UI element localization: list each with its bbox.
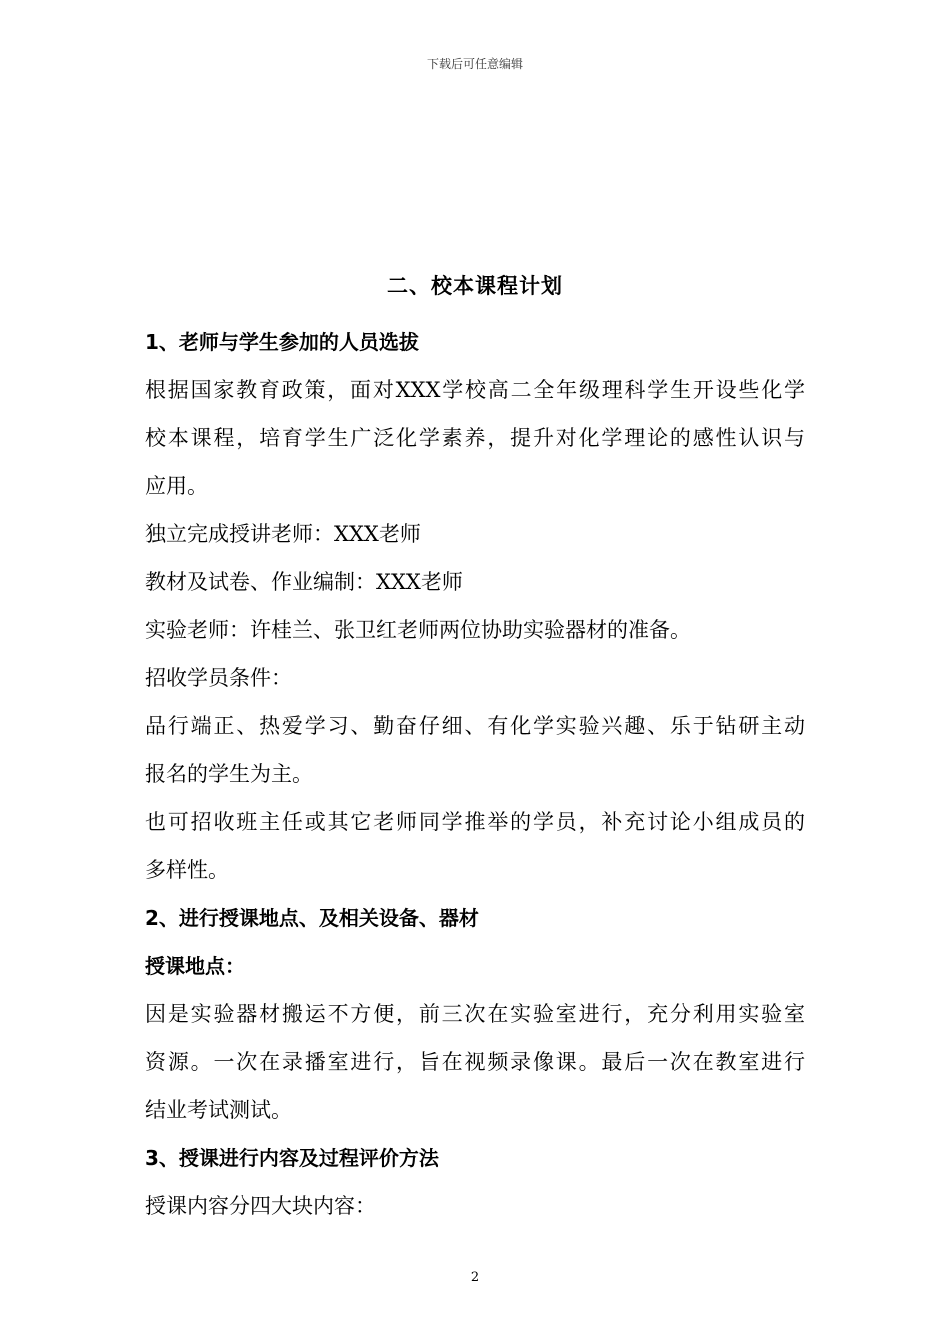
paragraph <box>145 558 805 606</box>
paragraph <box>145 366 805 510</box>
text-line: 校本课程，培育学生广泛化学素养，提升对化学理论的感性认识与 <box>145 426 805 450</box>
paragraph <box>145 1182 805 1230</box>
page-number: 2 <box>470 1270 480 1285</box>
text-line: 独立完成授讲老师：XXX老师 <box>145 522 421 546</box>
text-line: 根据国家教育政策，面对XXX学校高二全年级理科学生开设些化学 <box>145 378 805 402</box>
text-line: 应用。 <box>145 474 208 498</box>
text-line: 品行端正、热爱学习、勤奋仔细、有化学实验兴趣、乐于钻研主动 <box>145 714 805 738</box>
text-line: 授课内容分四大块内容： <box>145 1194 376 1218</box>
paragraph <box>145 702 805 798</box>
text-line: 实验老师：许桂兰、张卫红老师两位协助实验器材的准备。 <box>145 618 691 642</box>
section-heading-1: 1、老师与学生参加的人员选拔 <box>145 330 419 354</box>
section-heading-2: 2、进行授课地点、及相关设备、器材 <box>145 906 479 930</box>
text-line: 资源。一次在录播室进行，旨在视频录像课。最后一次在教室进行 <box>145 1050 805 1074</box>
paragraph <box>145 798 805 894</box>
paragraph <box>145 510 805 558</box>
paragraph <box>145 654 805 702</box>
text-line: 也可招收班主任或其它老师同学推举的学员，补充讨论小组成员的 <box>145 810 805 834</box>
header-note: 下载后可任意编辑 <box>426 57 523 71</box>
section-heading-3: 3、授课进行内容及过程评价方法 <box>145 1146 439 1170</box>
text-line: 因是实验器材搬运不方便，前三次在实验室进行，充分利用实验室 <box>145 1002 805 1026</box>
paragraph <box>145 606 805 654</box>
subheading: 授课地点： <box>145 954 245 978</box>
text-line: 招收学员条件： <box>145 666 292 690</box>
document-body <box>145 318 805 1230</box>
text-line: 多样性。 <box>145 858 229 882</box>
page-title: 二、校本课程计划 <box>387 274 563 298</box>
text-line: 报名的学生为主。 <box>145 762 313 786</box>
paragraph <box>145 990 805 1134</box>
text-line: 结业考试测试。 <box>145 1098 292 1122</box>
text-line: 教材及试卷、作业编制：XXX老师 <box>145 570 463 594</box>
